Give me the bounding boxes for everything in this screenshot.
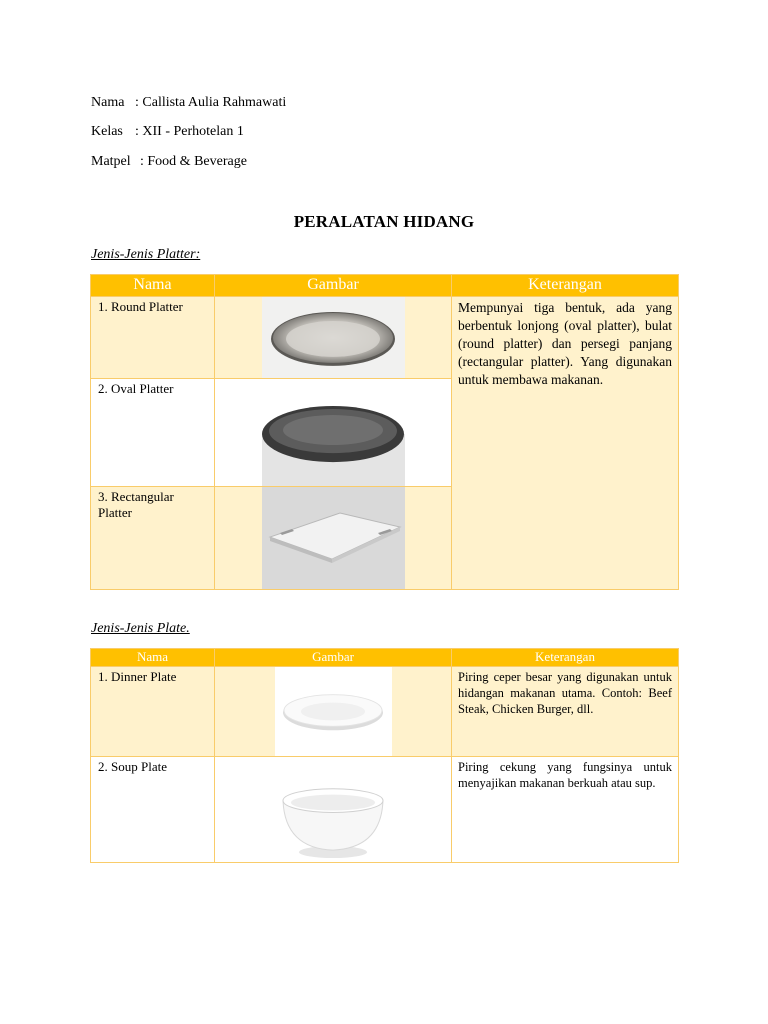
plate-section-heading: Jenis-Jenis Plate. (91, 621, 190, 636)
dinner-plate-image (275, 667, 392, 756)
plate-table-header (91, 649, 679, 667)
rectangular-platter-image (262, 487, 405, 589)
platter-section-heading: Jenis-Jenis Platter: (91, 247, 201, 262)
plate-table (90, 648, 679, 863)
row-name: 1. Round Platter (91, 297, 215, 379)
row-name: 1. Dinner Plate (91, 667, 215, 757)
kelas-label: Kelas (91, 124, 123, 139)
column-header-gambar: Gambar (215, 275, 452, 297)
table-row (91, 757, 679, 863)
nama-value: : Callista Aulia Rahmawati (135, 95, 287, 110)
kelas-value: : XII - Perhotelan 1 (135, 124, 244, 139)
matpel-value: : Food & Beverage (140, 154, 247, 169)
row-image-cell (215, 486, 452, 589)
nama-label: Nama (91, 95, 125, 110)
row-image-cell (215, 667, 452, 757)
document-title: PERALATAN HIDANG (293, 212, 475, 231)
platter-table-header (91, 275, 679, 297)
row-name: 2. Soup Plate (91, 757, 215, 863)
row-name: 2. Oval Platter (91, 378, 215, 486)
table-row (91, 667, 679, 757)
column-header-nama: Nama (91, 649, 215, 667)
column-header-nama: Nama (91, 275, 215, 297)
soup-plate-description: Piring cekung yang fungsinya untuk menyajikan makanan berkuah atau sup. (452, 757, 679, 863)
info-nama (91, 95, 286, 111)
row-name: 3. Rectangular Platter (91, 486, 215, 589)
column-header-keterangan: Keterangan (452, 649, 679, 667)
soup-plate-image (275, 757, 392, 862)
column-header-gambar: Gambar (215, 649, 452, 667)
platter-description: Mempunyai tiga bentuk, ada yang berbentuk lonjong (oval platter), bulat (round platter) dan persegi panjang (rectangular platter). Yang digunakan untuk membawa makanan. (452, 297, 679, 590)
info-kelas (91, 124, 244, 140)
table-row (91, 297, 679, 379)
matpel-label: Matpel (91, 154, 131, 169)
oval-platter-image (262, 379, 405, 486)
row-image-cell (215, 297, 452, 379)
column-header-keterangan: Keterangan (452, 275, 679, 297)
dinner-plate-description: Piring ceper besar yang digunakan untuk hidangan makanan utama. Contoh: Beef Steak, Chicken Burger, dll. (452, 667, 679, 757)
row-image-cell (215, 378, 452, 486)
platter-table (90, 274, 679, 590)
info-matpel (91, 154, 247, 170)
round-platter-image (262, 297, 405, 378)
row-image-cell (215, 757, 452, 863)
